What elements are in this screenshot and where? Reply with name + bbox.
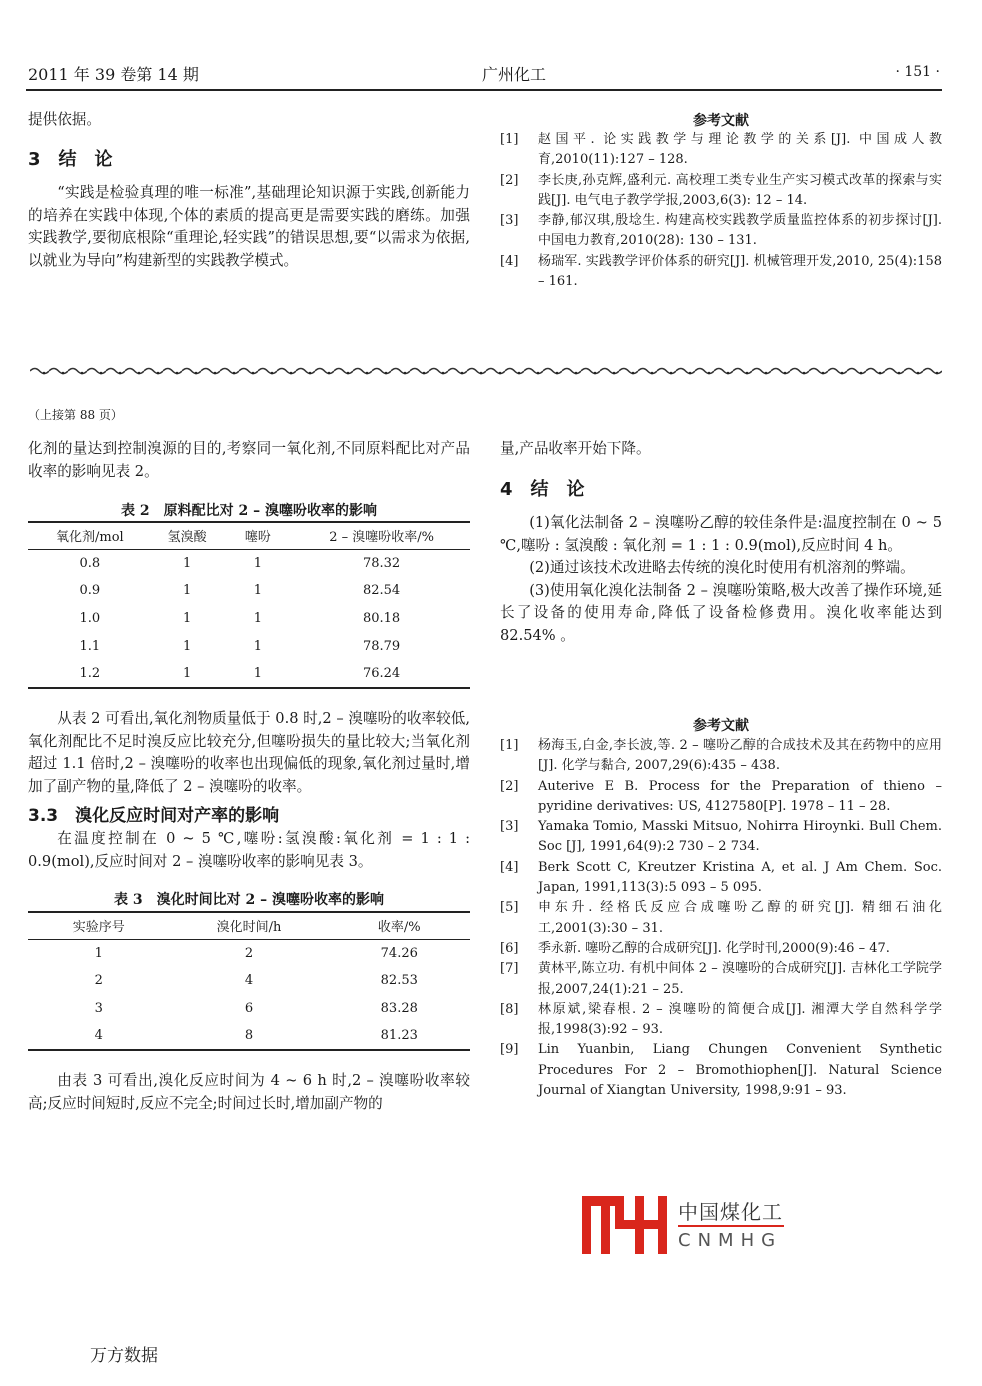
table-cell: 74.26 (380, 945, 418, 961)
table-cell: 1 (253, 555, 262, 571)
table-cell: 1.0 (79, 610, 101, 626)
issue-info: 2011 年 39 卷第 14 期 (28, 65, 199, 84)
table-cell: 82.53 (380, 973, 418, 989)
paragraph-reaction-conditions: 在温度控制在 0 ~ 5 ℃,噻吩:氢溴酸:氧化剂 = 1 : 1 : 0.9(mol),反应时间对 2 – 溴噻吩收率的影响见表 3。 (28, 830, 470, 870)
reference-item: [3] Yamaka Tomio, Masski Mitsuo, Nohirra Hiroynki. Bull Chem. Soc [J], 1991,64(9):2 730 – 2 734. (500, 819, 942, 855)
table-header: 溴化时间/h (169, 912, 328, 939)
journal-name: 广州化工 (482, 65, 547, 84)
paragraph-table2-analysis: 从表 2 可看出,氧化剂物质量低于 0.8 时,2 – 溴噻吩的收率较低,氧化剂配比不足时溴反应比较充分,但噻吩损失的量比较大;当氧化剂超过 1.1 倍时,2 – 溴噻吩的收率也出现偏低的现象,氧化剂过量时,增加了副产物的量,降低了 2 – 溴噻吩的收率。 (28, 710, 470, 795)
references-list-bottom (500, 736, 942, 1101)
references-title: 参考文献 (693, 718, 749, 734)
reference-item: [8] 林原斌,梁春根. 2 – 溴噻吩的简便合成[J]. 湘潭大学自然科学学报,1998(3):92 – 93. (500, 1001, 942, 1038)
reference-item: [1] 杨海玉,白金,李长波,等. 2 – 噻吩乙醇的合成技术及其在药物中的应用[J]. 化学与黏合, 2007,29(6):435 – 438. (500, 738, 942, 774)
table-header: 2 – 溴噻吩收率/% (293, 522, 470, 549)
table-2 (28, 521, 470, 689)
table-cell: 1.1 (79, 638, 101, 654)
table-header: 收率/% (329, 912, 470, 939)
reference-item: [2] 李长庚,孙克辉,盛利元. 高校理工类专业生产实习模式改革的探索与实践[J]. 电气电子教学学报,2003,6(3): 12 – 14. (500, 172, 942, 208)
conclusion-item: (2)通过该技术改进略去传统的溴化时使用有机溶剂的弊端。 (529, 559, 915, 576)
table-3-title: 表 3 溴化时间比对 2 – 溴噻吩收率的影响 (114, 892, 384, 908)
section-3-3-heading: 3.3 溴化反应时间对产率的影响 (28, 806, 280, 826)
conclusions (500, 512, 942, 647)
references-title: 参考文献 (693, 113, 749, 129)
right-tail-text: 量,产品收率开始下降。 (500, 440, 651, 457)
reference-item: [5] 申东升. 经格氏反应合成噻吩乙醇的研究[J]. 精细石油化工,2001(3):30 – 31. (500, 900, 942, 936)
table-cell: 78.79 (362, 638, 401, 654)
left-tail-text: 提供依据。 (28, 111, 101, 128)
table-cell: 78.32 (362, 555, 401, 571)
table-cell: 4 (28, 1022, 169, 1050)
table-cell: 1.2 (28, 660, 152, 688)
references-list-top (500, 130, 942, 292)
reference-item: [4] Berk Scott C, Kreutzer Kristina A, et al. J Am Chem. Soc. Japan, 1991,113(3):5 093 – 5 095. (500, 859, 942, 896)
table-cell: 1 (253, 583, 262, 599)
table-cell: 4 (244, 973, 254, 989)
table-cell: 1 (94, 945, 103, 961)
table-row (28, 632, 470, 660)
mh-logo-mark-icon (580, 1194, 670, 1256)
paragraph-intro: 化剂的量达到控制溴源的目的,考察同一氧化剂,不同原料配比对产品收率的影响见表 2。 (28, 440, 470, 480)
reference-item: [7] 黄林平,陈立功. 有机中间体 2 – 溴噻吩的合成研究[J]. 吉林化工学院学报,2007,24(1):21 – 25. (500, 961, 942, 997)
page-number: · 151 · (895, 64, 940, 80)
reference-item: [6] 季永新. 噻吩乙醇的合成研究[J]. 化学时刊,2000(9):46 – 47. (500, 940, 890, 956)
reference-item: [2] Auterive E B. Process for the Preparation of thieno – pyridine derivatives: US, 4127580[P]. 1978 – 11 – 28. (500, 778, 942, 814)
logo-chinese-text: 中国煤化工 (678, 1200, 783, 1224)
table-cell: 80.18 (362, 610, 401, 626)
table-cell: 81.23 (329, 1022, 470, 1050)
continued-from-note: （上接第 88 页） (28, 408, 123, 422)
table-row (28, 577, 470, 605)
conclusion-item: (3)使用氧化溴化法制备 2 – 溴噻吩策略,极大改善了操作环境,延长了设备的使用寿命,降低了设备检修费用。溴化收率能达到 82.54% 。 (500, 581, 942, 644)
logo-divider (678, 1225, 784, 1227)
table-cell: 2 (244, 945, 254, 961)
reference-item: [3] 李静,郁汉琪,殷埝生. 构建高校实践教学质量监控体系的初步探讨[J]. 中国电力教育,2010(28): 130 – 131. (500, 213, 942, 249)
reference-item: [4] 杨瑞军. 实践教学评价体系的研究[J]. 机械管理开发,2010, 25(4):158 – 161. (500, 253, 942, 290)
table-cell: 2 (94, 973, 103, 989)
table-header: 氧化剂/mol (28, 522, 152, 549)
wavy-divider (30, 364, 942, 378)
table-cell: 8 (169, 1022, 328, 1050)
section-3-paragraph: “实践是检验真理的唯一标准”,基础理论知识源于实践,创新能力的培养在实践中体现,个体的素质的提高更是需要实践的磨练。加强实践教学,要彻底根除“重理论,轻实践”的错误思想,要“以需求为依据,以就业为导向”构建新型的实践教学模式。 (28, 184, 470, 269)
table-cell: 0.9 (79, 583, 101, 599)
table-cell: 1 (152, 660, 223, 688)
logo-english-text: CNMHG (678, 1230, 783, 1251)
header-rule (26, 89, 942, 91)
table-header: 氢溴酸 (152, 522, 223, 549)
table-cell: 1 (182, 555, 192, 571)
table-cell: 76.24 (293, 660, 470, 688)
table-row (28, 939, 470, 967)
paragraph-table3-analysis: 由表 3 可看出,溴化反应时间为 4 ~ 6 h 时,2 – 溴噻吩收率较高;反应时间短时,反应不完全;时间过长时,增加副产物的 (28, 1072, 470, 1112)
table-2-title: 表 2 原料配比对 2 – 溴噻吩收率的影响 (121, 503, 377, 519)
table-cell: 6 (244, 1000, 254, 1016)
table-row (28, 1022, 470, 1050)
table-row (28, 549, 470, 577)
cnmhg-logo (580, 1194, 790, 1258)
table-cell: 1 (182, 583, 192, 599)
table-row (28, 660, 470, 688)
wanfang-watermark: 万方数据 (90, 1346, 158, 1366)
table-cell: 1 (182, 610, 192, 626)
table-3 (28, 911, 470, 1051)
table-cell: 1 (253, 610, 262, 626)
table-row (28, 967, 470, 995)
table-cell: 0.8 (79, 555, 101, 571)
table-cell: 83.28 (380, 1000, 418, 1016)
reference-item: [1] 赵国平. 论实践教学与理论教学的关系[J]. 中国成人教育,2010(11):127 – 128. (500, 132, 942, 168)
conclusion-item: (1)氧化法制备 2 – 溴噻吩乙醇的较佳条件是:温度控制在 0 ~ 5 ℃,噻吩 : 氢溴酸 : 氧化剂 = 1 : 1 : 0.9(mol),反应时间 4 h。 (500, 514, 942, 554)
reference-item: [9] Lin Yuanbin, Liang Chungen Convenient Synthetic Procedures For 2 – Bromothiophen[J]. Natural Science Journal of Xiangtan University, 1998,9:91 – 93. (500, 1042, 942, 1099)
table-cell: 1 (222, 660, 293, 688)
table-cell: 1 (182, 638, 192, 654)
section-3-heading: 3 结 论 (28, 149, 113, 170)
section-4-heading: 4 结 论 (500, 479, 585, 500)
table-cell: 1 (253, 638, 262, 654)
table-cell: 82.54 (362, 583, 401, 599)
table-row (28, 995, 470, 1023)
table-header: 噻吩 (222, 522, 293, 549)
table-cell: 3 (94, 1000, 103, 1016)
table-row (28, 605, 470, 633)
table-header: 实验序号 (28, 912, 169, 939)
